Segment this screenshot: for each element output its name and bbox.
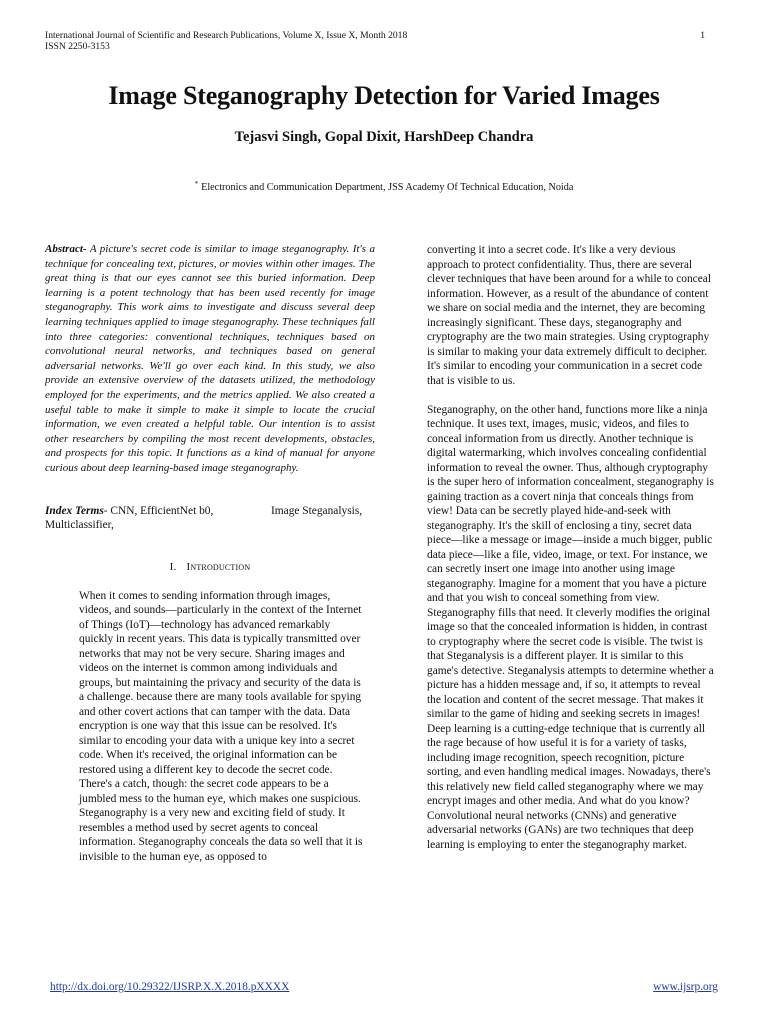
left-column <box>45 242 375 864</box>
section-heading <box>45 561 375 573</box>
abstract <box>45 242 375 476</box>
journal-line: International Journal of Scientific and Research Publications, Volume X, Issue X, Month 2018 <box>45 30 408 41</box>
doi-link[interactable]: http://dx.doi.org/10.29322/IJSRP.X.X.2018.pXXXX <box>50 981 290 993</box>
index-terms-left: - CNN, EfficientNet b0, <box>103 504 214 517</box>
running-header <box>45 30 705 52</box>
section-title: Introduction <box>186 560 251 573</box>
intro-paragraph: When it comes to sending information through images, videos, and sounds—particularly in the context of the Internet of Things (IoT)—technology has advanced remarkably quickly in recent years. This data is typically transmitted over networks that may not be very secure. Sharing images and videos on the internet is common among individuals and groups, but maintaining the privacy and security of the data is a challenge. because there are many tools available for spying and other covert actions that can tamper with the data. Data encryption is one way that this issue can be resolved. It's similar to encoding your data with a unique key into a secret code. When it's received, the original information can be restored using a different key to decode the secret code. There's a catch, though: the secret code appears to be a jumbled mess to the human eye, which makes one suspicious. Steganography is a very new and exciting field of study. It resembles a method used by secret agents to conceal information. Steganography conceals the data so well that it is invisible to the human eye, as opposed to <box>79 589 363 863</box>
index-terms <box>45 504 375 533</box>
section-number: I. <box>169 560 177 573</box>
abstract-text: A picture's secret code is similar to image steganography. It's a technique for concealing text, pictures, or movies within other images. The great thing is that our eyes cannot see this buried information. Deep learning is a potent technology that has been used recently for image steganography. This work aims to investigate and discuss several deep learning techniques applied to image steganography. These techniques fall into three categories: conventional techniques, techniques based on convolutional neural networks, and techniques based on general adversarial networks. We'll go over each kind. In this study, we also provide an extensive overview of the datasets utilized, the methodology employed for the experiments, and the metrics applied. We also created a useful table to make it simple to make it simple to locate the crucial information, we even created a helpful table. Our intention is to assist other researchers by compiling the most recent developments, obstacles, and prospects for this topic. It functions as a kind of manual for anyone curious about deep learning-based image steganography. <box>45 243 375 474</box>
right-paragraph-2: Steganography, on the other hand, functions more like a ninja technique. It uses text, images, music, videos, and files to conceal information from us directly. Another technique is digital watermarking, which involves concealing confidential information to reveal the owner. Thus, although cryptography is the super hero of information concealment, steganography is gaining traction as a covert ninja that conceals things from view! Data can be secretly played hide-and-seek with steganography. It's the skill of enclosing a tiny, secret data piece—like a message or image—inside a much bigger, public data piece—like a file, video, image, or text. For instance, we can secretly insert one image into another using image steganography. Imagine for a moment that you have a picture and that you wish to conceal something from view. Steganography fills that need. It cleverly modifies the original image so that the concealed information is hidden, in contrast to cryptography where the secret code is visible. The twist is that Steganalysis is a different player. It is similar to this game's detective. Steganalysis attempts to determine whether a picture has a hidden message and, if so, it attempts to reveal the location and content of the secret message. That makes it similar to the game of hiding and seeking secrets in images! Deep learning is a cutting-edge technique that is currently all the rage because of how useful it is for a variety of tasks, including image recognition, speech recognition, picture sorting, and even handling medical images. Nowadays, there's this relatively new field called steganography where we may encrypt images and other media. And what do you know? Convolutional neural networks (CNNs) and generative adversarial networks (GANs) are two techniques that deep learning is employing to enter the steganography market. <box>427 403 714 851</box>
page-footer <box>50 981 718 993</box>
affiliation <box>0 180 768 193</box>
journal-site-link[interactable]: www.ijsrp.org <box>653 981 718 993</box>
page-number: 1 <box>700 30 705 41</box>
index-terms-label: Index Terms <box>45 504 104 517</box>
issn: ISSN 2250-3153 <box>45 41 110 52</box>
affiliation-text: Electronics and Communication Department, JSS Academy Of Technical Education, Noida <box>201 182 574 193</box>
paper-title: Image Steganography Detection for Varied Images <box>108 81 660 110</box>
right-column <box>427 243 717 852</box>
right-paragraph-1: converting it into a secret code. It's like a very devious approach to protect confidentiality. Thus, there are several clever techniques that have been around for a while to conceal information. However, as a result of the abundance of content we share on social media and the internet, they are becoming increasingly significant. These days, steganography and cryptography are the two main strategies. Using cryptography is similar to making your data extremely difficult to decipher. It's similar to encoding your communication in a secret code that is visible to us. <box>427 244 712 387</box>
index-terms-line-2: Multiclassifier, <box>45 519 114 532</box>
abstract-label: Abstract- <box>45 243 87 255</box>
author-list: Tejasvi Singh, Gopal Dixit, HarshDeep Chandra <box>234 129 534 145</box>
affiliation-marker: * <box>194 180 199 188</box>
index-terms-right: Image Steganalysis, <box>271 504 363 517</box>
